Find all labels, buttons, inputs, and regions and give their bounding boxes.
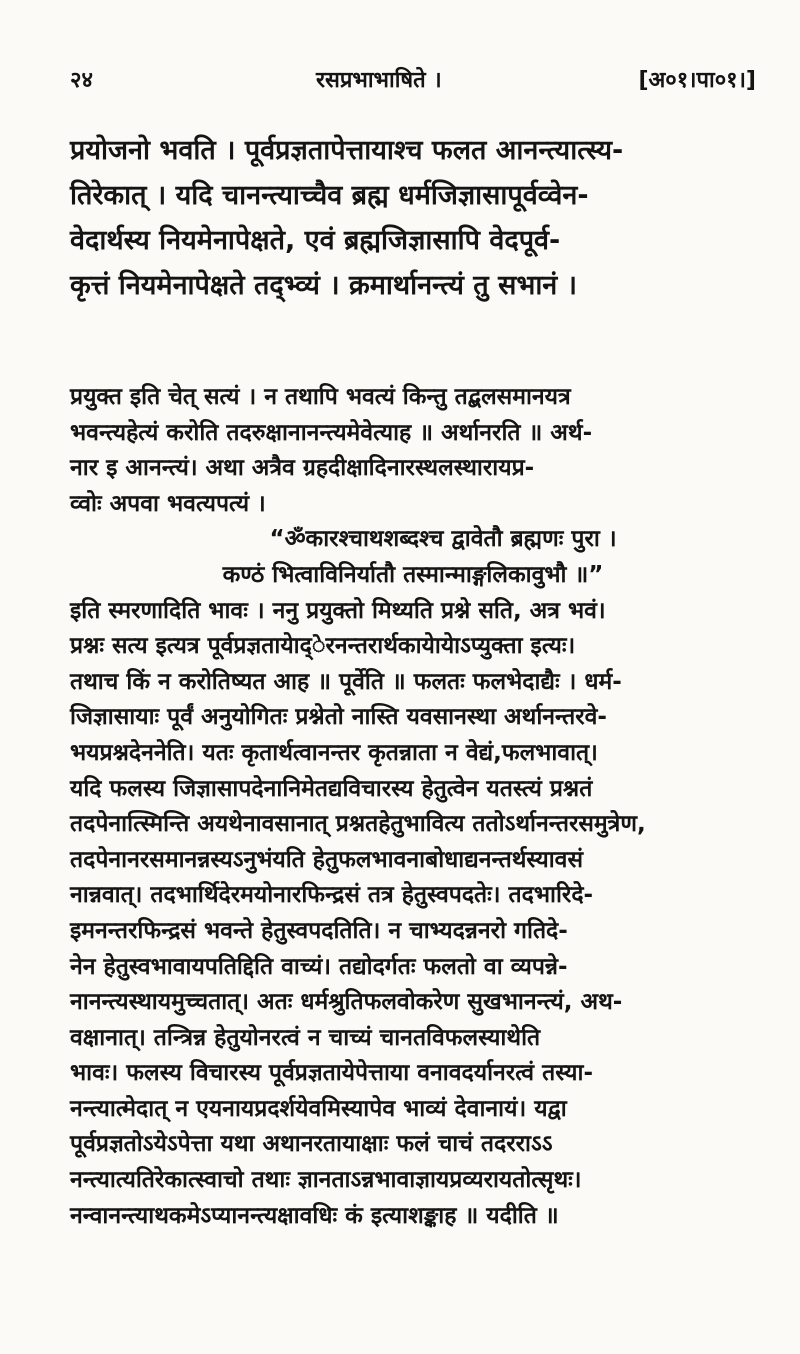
- commentary-line: जिज्ञासायाः पूर्वं अनुयोगितः प्रश्नेतो नास्ति यवसानस्था अर्थानन्तरवे-: [70, 704, 607, 731]
- commentary-line: नन्त्यात्यतिरेकात्स्वाचो तथाः ज्ञानताऽन्नभावाज्ञायप्रव्यरायतोत्सृथः।: [70, 1167, 582, 1194]
- commentary-line: प्रश्नः सत्य इत्यत्र पूर्वप्रज्ञतायेाद्ेरनन्तरार्थकायेायेाऽप्युक्ता इत्यः।: [70, 633, 576, 660]
- commentary-line: यदि फलस्य जिज्ञासापदेनानिमेतद्यविचारस्य हेतुत्वेन यतस्त्यं प्रश्नतं: [70, 775, 593, 802]
- quoted-verse-line: कण्ठं भित्वाविनिर्यातौ तस्मान्माङ्गलिकावुभौ ॥”: [222, 561, 604, 588]
- commentary-line: नान्नवात्। तदभार्थिदेरमयोनारफिन्द्रसं तत्र हेतुस्वपदतेः। तदभारिदे-: [70, 882, 594, 909]
- commentary-line: नेन हेतुस्वभावायपतिद्दिति वाच्यं। तद्योदर्गतः फलतो वा व्यपन्ने-: [70, 953, 568, 980]
- commentary-line: नन्वानन्त्याथकमेऽप्यानन्त्यक्षावधिः कं इत्याशङ्काह ॥ यदीति ॥: [70, 1202, 559, 1229]
- commentary-line: भवन्त्यहेत्यं करोति तदरुक्षानानन्त्यमेवेत्याह ॥ अर्थानरति ॥ अर्थ-: [70, 419, 593, 446]
- section-reference: [अ०१।पा०१।]: [638, 68, 756, 93]
- commentary-line: भयप्रश्नदेननेति। यतः कृतार्थत्वानन्तर कृतन्नाता न वेद्यं,फलभावात्।: [70, 739, 598, 766]
- commentary-line: भावः। फलस्य विचारस्य पूर्वप्रज्ञतायेपेत्ताया वनावदर्यानरत्वं तस्या-: [70, 1060, 593, 1087]
- page-number: २४: [70, 68, 93, 93]
- commentary-line: तथाच किं न करोतिष्यत आह ॥ पूर्वेति ॥ फलतः फलभेदाद्यैः । धर्म-: [70, 668, 622, 695]
- main-text-line: प्रयोजनो भवति । पूर्वप्रज्ञतापेत्तायाश्च फलत आनन्त्यात्स्य-: [70, 135, 624, 166]
- commentary-line: नन्त्यात्मेदात् न एयनायप्रदर्शयेवमिस्यापेव भाव्यं देवानायं। यद्वा: [70, 1095, 567, 1122]
- commentary-line: व्वोः अपवा भवत्यपत्यं ।: [70, 490, 266, 517]
- commentary-line: नानन्त्यस्थायमुच्चतात्। अतः धर्मश्रुतिफलवोकरेण सुखभानन्त्यं, अथ-: [70, 989, 623, 1016]
- quoted-verse-line: “ॐकारश्चाथशब्दश्च द्वावेतौ ब्रह्मणः पुरा ।: [269, 526, 617, 553]
- main-text-line: वेदार्थस्य नियमेनापेक्षते, एवं ब्रह्मजिज्ञासापि वेदपूर्व-: [70, 225, 561, 256]
- commentary-line: नार इ आनन्त्यं। अथा अत्रैव ग्रहदीक्षादिनारस्थलस्थारायप्र-: [70, 455, 535, 482]
- main-text-line: कृत्तं नियमेनापेक्षते तद्भ्व्यं । क्रमार्थानन्त्यं तु सभानं ।: [70, 270, 577, 301]
- running-title: रसप्रभाभाषिते ।: [316, 68, 442, 93]
- commentary-line: पूर्वप्रज्ञतोऽयेऽपेत्ता यथा अथानरतायाक्षाः फलं चाचं तदरराऽऽ: [70, 1131, 553, 1158]
- main-text-line: तिरेकात् । यदि चानन्त्याच्चैव ब्रह्म धर्मजिज्ञासापूर्वव्वेन-: [70, 180, 589, 211]
- commentary-line: तदपेनात्स्मिन्ति अयथेनावसानात् प्रश्नतहेतुभावित्य ततोऽर्थानन्तरसमुत्रेण,: [70, 811, 646, 838]
- commentary-line: इति स्मरणादिति भावः । ननु प्रयुक्तो मिथ्यति प्रश्ने सति, अत्र भवं।: [70, 597, 606, 624]
- running-header: [70, 56, 756, 104]
- commentary-block: [70, 380, 756, 1234]
- commentary-line: प्रयुक्त इति चेत् सत्यं । न तथापि भवत्यं किन्तु तद्बलसमानयत्र: [70, 384, 571, 410]
- commentary-line: इमनन्तरफिन्द्रसं भवन्ते हेतुस्वपदतिति। न चाभ्यदन्ननरो गतिदे-: [70, 917, 568, 944]
- commentary-line: वक्षानात्। तन्त्रिन्न हेतुयोनरत्वं न चाच्यं चानतविफलस्याथेति: [70, 1024, 541, 1051]
- commentary-line: तदपेनानरसमानन्नस्यऽनुभंयति हेतुफलभावनाबोधाद्यनन्तर्थस्यावसं: [70, 846, 583, 873]
- main-text-block: [70, 128, 756, 308]
